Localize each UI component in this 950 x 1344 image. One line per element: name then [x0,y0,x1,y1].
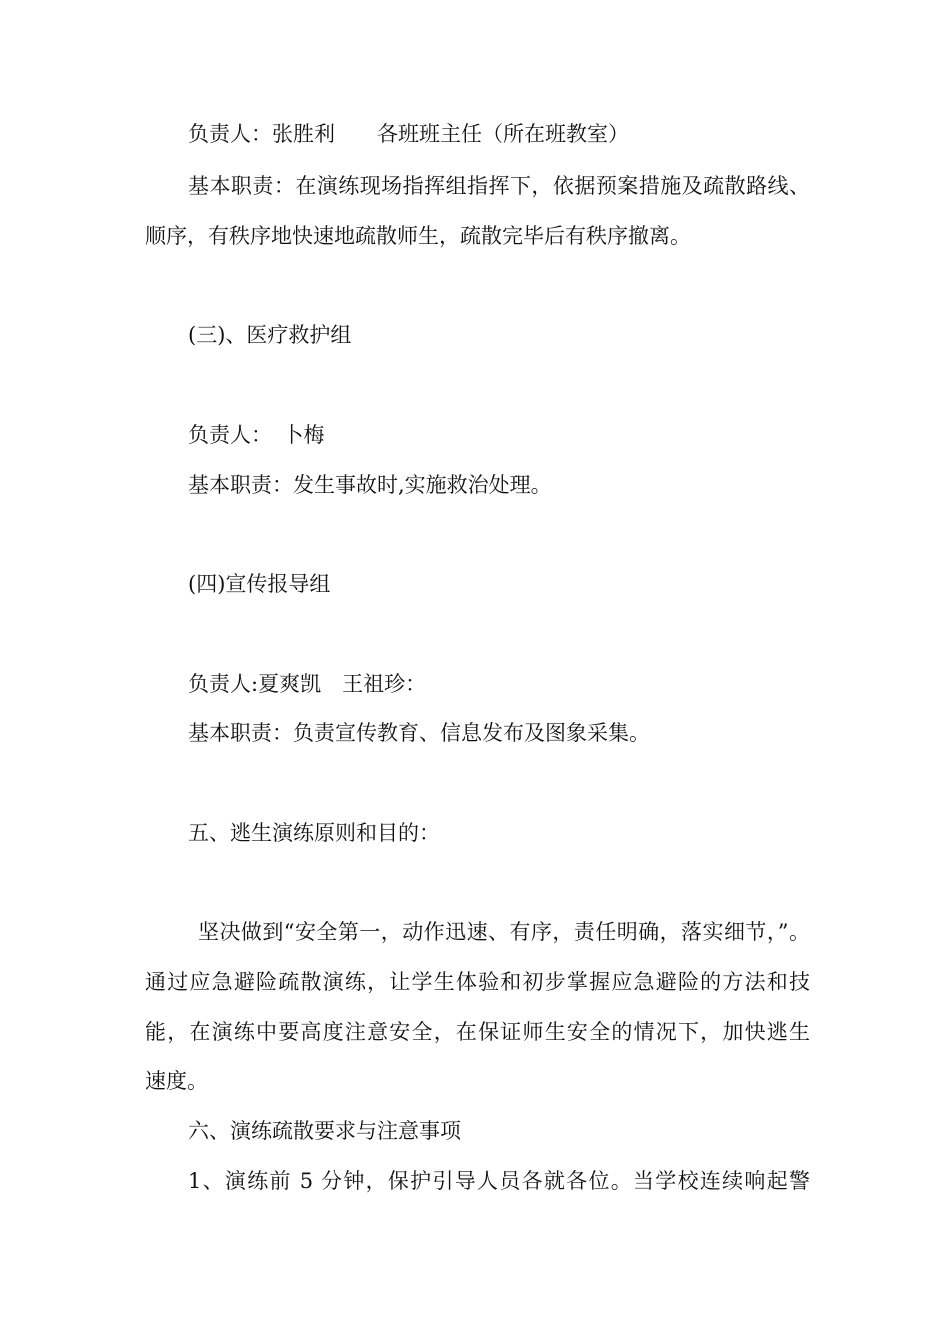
section-heading-medical: (三)、医疗救护组 [188,323,352,347]
duty-line: 基本职责：发生事故时,实施救治处理。 [188,473,552,497]
paragraph-line: 1、演练前 5 分钟，保护引导人员各就各位。当学校连续响起警 [188,1169,810,1193]
responsible-person-line: 负责人：张胜利 各班班主任（所在班教室） [188,122,629,146]
duty-line-continued: 顺序，有秩序地快速地疏散师生，疏散完毕后有秩序撤离。 [145,224,691,248]
section-heading-requirements: 六、演练疏散要求与注意事项 [188,1119,461,1143]
section-heading-principles: 五、逃生演练原则和目的： [188,821,440,845]
duty-line: 基本职责：负责宣传教育、信息发布及图象采集。 [188,721,650,745]
responsible-person-line: 负责人： 卜梅 [188,423,325,447]
paragraph-line: 能，在演练中要高度注意安全，在保证师生安全的情况下，加快逃生 [145,1020,810,1044]
paragraph-line-end: 速度。 [145,1069,208,1093]
section-heading-publicity: (四)宣传报导组 [188,572,331,596]
responsible-person-line: 负责人:夏爽凯 王祖珍： [188,672,427,696]
paragraph-line: 坚决做到“安全第一，动作迅速、有序，责任明确，落实细节，”。 [198,920,810,944]
duty-line: 基本职责：在演练现场指挥组指挥下，依据预案措施及疏散路线、 [188,174,810,198]
paragraph-line: 通过应急避险疏散演练，让学生体验和初步掌握应急避险的方法和技 [145,970,810,994]
